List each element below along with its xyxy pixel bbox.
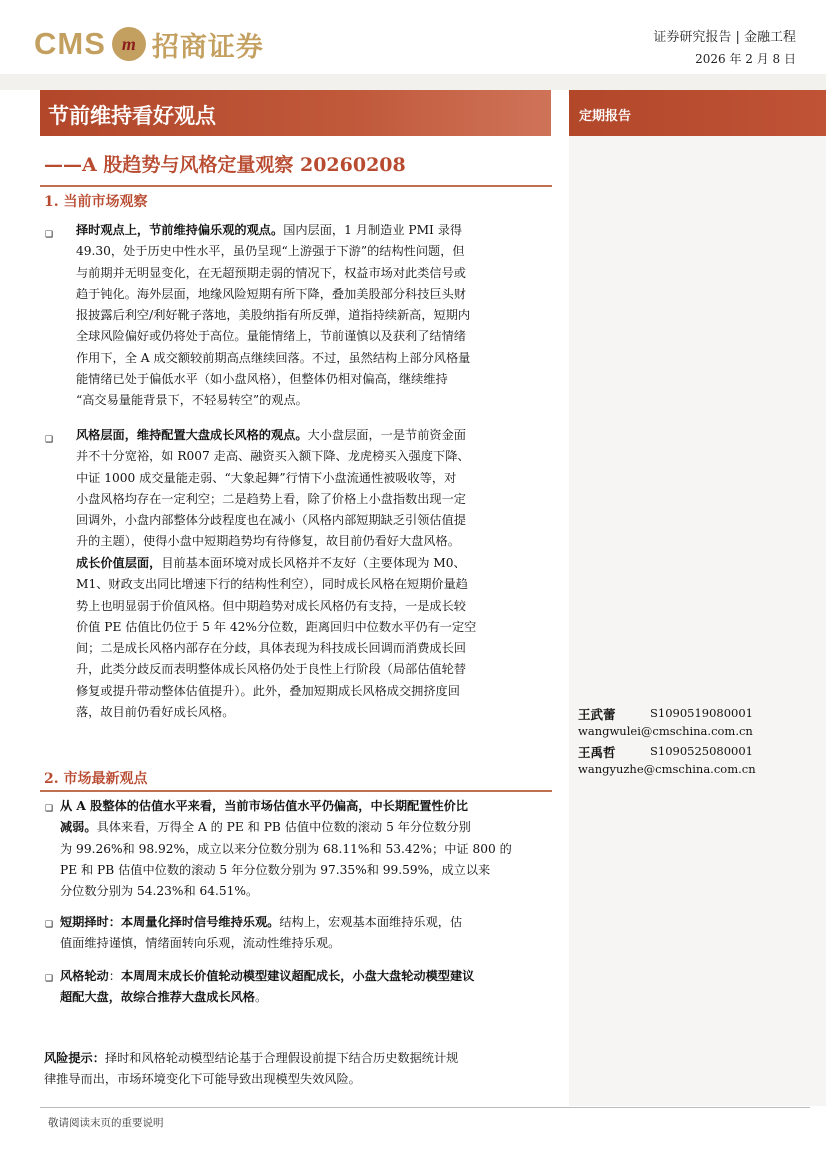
text-line: 成长价值层面，目前基本面环境对成长风格并不友好（主要体现为 M0、 xyxy=(76,556,466,570)
text-line: 作用下，全 A 成交额较前期高点继续回落。不过，虽然结构上部分风格量 xyxy=(76,350,471,365)
text-line: 势上也明显弱于价值风格。但中期趋势对成长风格仍有支持，一是成长较 xyxy=(76,598,466,613)
text-line: 与前期并无明显变化，在无超预期走弱的情况下，权益市场对此类信号或 xyxy=(76,265,466,280)
footer-note: 敬请阅读末页的重要说明 xyxy=(48,1117,164,1129)
text-line: 回调外，小盘内部整体分歧程度也在减小（风格内部短期缺乏引领估值提 xyxy=(76,513,466,528)
text-line: 趋于钝化。海外层面，地缘风险短期有所下降，叠加美股部分科技巨头财 xyxy=(76,286,466,301)
bullet-style-rotation xyxy=(60,966,546,1009)
text-line: 升的主题），使得小盘中短期趋势均有待修复，故目前仍看好大盘风格。 xyxy=(76,534,460,549)
checkbox-bullet-icon: ❑ xyxy=(45,230,54,240)
sidebar-panel xyxy=(569,136,826,1106)
section-rule xyxy=(40,185,552,187)
bullet-timing-signal xyxy=(60,912,546,955)
text-line: 值面维持谨慎，情绪面转向乐观，流动性维持乐观。 xyxy=(60,936,341,951)
text-line: 为 99.26%和 98.92%，成立以来分位数分别为 68.11%和 53.42%；中证 800 的 xyxy=(60,841,512,856)
text-line: 中证 1000 成交量能走弱、“大象起舞”行情下小盘流通性被吸收等，对 xyxy=(76,470,457,485)
page-subtitle: ——A 股趋势与风格定量观察 20260208 xyxy=(44,154,406,176)
text-line: 减弱。具体来看，万得全 A 的 PE 和 PB 估值中位数的滚动 5 年分位数分别 xyxy=(60,820,471,835)
report-date: 2026 年 2 月 8 日 xyxy=(695,52,796,66)
text-line: PE 和 PB 估值中位数的滚动 5 年分位数分别为 97.35%和 99.59%，成立以来 xyxy=(60,862,491,877)
checkbox-bullet-icon: ❑ xyxy=(45,974,54,984)
paragraph-style xyxy=(76,425,546,553)
text-line: 短期择时：本周量化择时信号维持乐观。结构上，宏观基本面维持乐观，估 xyxy=(60,915,463,929)
author-email[interactable]: wangwulei@cmschina.com.cn xyxy=(578,724,753,738)
header-band xyxy=(0,74,826,90)
text-line: 全球风险偏好或仍将处于高位。量能情绪上，节前谨慎以及获利了结情绪 xyxy=(76,329,466,344)
text-line: 升，此类分歧反而表明整体成长风格仍处于良性上行阶段（局部估值轮替 xyxy=(76,662,466,677)
text-line: 律推导而出，市场环境变化下可能导致出现模型失效风险。 xyxy=(44,1072,361,1087)
text-line: 并不十分宽裕，如 R007 走高、融资买入额下降、龙虎榜买入强度下降、 xyxy=(76,449,470,464)
author-email[interactable]: wangyuzhe@cmschina.com.cn xyxy=(578,762,756,776)
bold-lead: 成长价值层面， xyxy=(76,556,162,570)
text-line: 49.30，处于历史中性水平，虽仍呈现“上游强于下游”的结构性问题，但 xyxy=(76,244,465,259)
author-id: S1090525080001 xyxy=(650,744,753,758)
text-line: 超配大盘，故综合推荐大盘成长风格。 xyxy=(60,990,268,1005)
author-1 xyxy=(578,704,616,723)
text-line: 落，故目前仍看好成长风格。 xyxy=(76,705,235,720)
report-type: 证券研究报告 | 金融工程 xyxy=(653,30,796,45)
text-line: 小盘风格均存在一定利空；二是趋势上看，除了价格上小盘指数出现一定 xyxy=(76,491,466,506)
section-rule xyxy=(40,790,552,792)
company-logo xyxy=(34,22,264,66)
text-line: 报披露后利空/利好靴子落地，美股纳指有所反弹，道指持续新高，短期内 xyxy=(76,308,471,323)
sidebar-label: 定期报告 xyxy=(579,109,632,124)
checkbox-bullet-icon: ❑ xyxy=(45,920,54,930)
text-line: M1、财政支出同比增速下行的结构性利空），同时成长风格在短期价量趋 xyxy=(76,577,468,592)
checkbox-bullet-icon: ❑ xyxy=(45,435,54,445)
author-name: 王禹哲 xyxy=(578,745,616,760)
text-line: 从 A 股整体的估值水平来看，当前市场估值水平仍偏高，中长期配置性价比 xyxy=(60,799,468,813)
paragraph-growth-value xyxy=(76,553,546,723)
bold-lead: 风格层面，维持配置大盘成长风格的观点。 xyxy=(76,428,308,442)
bullet-valuation xyxy=(60,796,546,902)
text-line: 风险提示：择时和风格轮动模型结论基于合理假设前提下结合历史数据统计规 xyxy=(44,1051,459,1065)
text-line: 风格层面，维持配置大盘成长风格的观点。大小盘层面，一是节前资金面 xyxy=(76,428,466,442)
risk-warning xyxy=(44,1048,546,1091)
text-line: 能情绪已处于偏低水平（如小盘风格），但整体仍相对偏高，继续维持 xyxy=(76,372,448,387)
text-line: “高交易量能背景下，不轻易转空”的观点。 xyxy=(76,393,308,408)
logo-emblem-icon: m xyxy=(112,27,146,61)
author-2 xyxy=(578,742,616,761)
section-heading: 2. 市场最新观点 xyxy=(44,771,148,787)
risk-label: 风险提示： xyxy=(44,1051,105,1065)
bold-lead: 择时观点上，节前维持偏乐观的观点。 xyxy=(76,223,284,237)
logo-chinese-text: 招商证券 xyxy=(151,31,264,63)
section-heading: 1. 当前市场观察 xyxy=(44,194,148,210)
text-line: 价值 PE 估值比仍位于 5 年 42%分位数，距离回归中位数水平仍有一定空 xyxy=(76,619,477,634)
author-name: 王武蕾 xyxy=(578,707,616,722)
footer-rule xyxy=(40,1107,810,1108)
checkbox-bullet-icon: ❑ xyxy=(45,804,54,814)
text-line: 间；二是成长风格内部存在分歧，具体表现为科技成长回调而消费成长回 xyxy=(76,641,466,656)
paragraph-timing xyxy=(76,220,546,412)
page-title: 节前维持看好观点 xyxy=(48,103,216,128)
text-line: 风格轮动：本周周末成长价值轮动模型建议超配成长，小盘大盘轮动模型建议 xyxy=(60,969,475,983)
logo-cms-text: CMS xyxy=(34,26,106,61)
text-line: 分位数分别为 54.23%和 64.51%。 xyxy=(60,884,259,899)
author-id: S1090519080001 xyxy=(650,706,753,720)
text-line: 修复或提升带动整体估值提升）。此外，叠加短期成长风格成交拥挤度回 xyxy=(76,683,460,698)
text-line: 择时观点上，节前维持偏乐观的观点。国内层面，1 月制造业 PMI 录得 xyxy=(76,223,463,237)
